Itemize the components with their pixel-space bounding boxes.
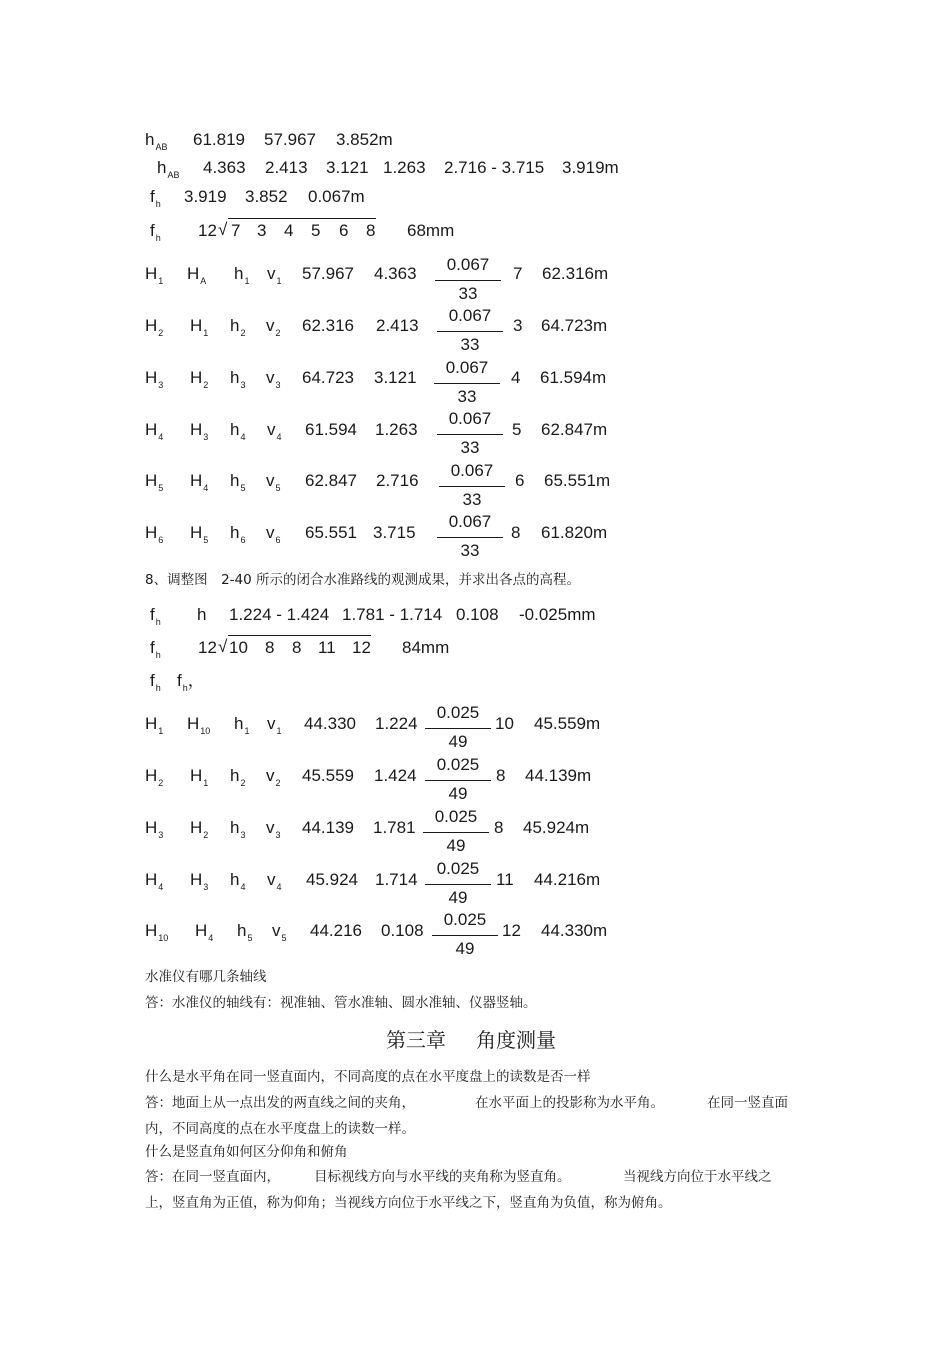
subscript: AB: [155, 142, 168, 152]
subscript: 3: [240, 380, 246, 390]
value: 62.847: [305, 471, 357, 490]
var: v: [266, 368, 275, 387]
value: -0.025mm: [519, 605, 596, 624]
value: 3.919m: [562, 158, 619, 177]
var: H: [145, 523, 158, 542]
question-vertical-angle: 什么是竖直角如何区分仰角和俯角: [145, 1144, 348, 1160]
var: h: [234, 264, 244, 283]
question-8: 8、调整图 2-40 所示的闭合水准路线的观测成果，并求出各点的高程。: [145, 572, 581, 588]
subscript: 1: [244, 726, 250, 736]
question-horizontal-angle: 什么是水平角在同一竖直面内，不同高度的点在水平度盘上的读数是否一样: [145, 1069, 591, 1085]
value: 62.316m: [542, 264, 609, 283]
var: h: [230, 766, 240, 785]
subscript: 4: [158, 882, 164, 892]
subscript: 2: [275, 778, 281, 788]
subscript: 1: [276, 726, 282, 736]
var: v: [266, 471, 275, 490]
subscript: h: [155, 683, 161, 693]
value: 62.316: [302, 316, 354, 335]
value: 61.594: [305, 420, 357, 439]
fraction: 0.067 33: [435, 306, 505, 358]
value: 2.716: [376, 471, 419, 490]
subscript: 5: [281, 933, 287, 943]
value: 61.819: [193, 130, 245, 149]
chapter-title: 角度测量: [476, 1028, 556, 1052]
var: H: [190, 471, 203, 490]
value: 65.551m: [544, 471, 611, 490]
subscript: 4: [276, 882, 282, 892]
radicand: 8: [292, 638, 302, 657]
subscript: 4: [203, 483, 209, 493]
var: f: [150, 671, 155, 690]
radicand: 8: [265, 638, 275, 657]
var: H: [187, 714, 200, 733]
var: v: [267, 714, 276, 733]
value: 65.551: [305, 523, 357, 542]
subscript: 3: [158, 380, 164, 390]
value: 4.363: [374, 264, 417, 283]
value: 10: [495, 714, 514, 733]
value: 1.263: [383, 158, 426, 177]
value: 3: [513, 316, 523, 335]
value: 45.924m: [523, 818, 590, 837]
var: H: [145, 368, 158, 387]
var: H: [190, 523, 203, 542]
subscript: 2: [275, 328, 281, 338]
var: h: [157, 158, 167, 177]
value: 3.715: [373, 523, 416, 542]
radicand: 8: [366, 221, 376, 240]
chapter-number: 第三章: [386, 1028, 446, 1052]
radicand: 3: [257, 221, 267, 240]
fraction: 0.067 33: [435, 409, 505, 461]
value: 64.723: [302, 368, 354, 387]
radicand: 4: [284, 221, 294, 240]
var: f: [150, 605, 155, 624]
var: v: [267, 870, 276, 889]
value: 7: [513, 264, 523, 283]
sqrt-icon: √: [218, 637, 228, 656]
value: 8: [511, 523, 521, 542]
question-axes: 水准仪有哪几条轴线: [145, 969, 267, 985]
value: 1.781 - 1.714: [342, 605, 443, 624]
subscript: 4: [240, 432, 246, 442]
subscript: 1: [158, 276, 164, 286]
var: v: [267, 264, 276, 283]
radicand: 12: [352, 638, 371, 657]
subscript: 1: [203, 328, 209, 338]
subscript: 5: [275, 483, 281, 493]
fraction: 0.025 49: [430, 910, 500, 962]
fraction: 0.067 33: [433, 255, 503, 307]
var: H: [195, 921, 208, 940]
value: 44.216: [310, 921, 362, 940]
value: 4: [511, 368, 521, 387]
value: 0.067m: [308, 187, 365, 206]
subscript: A: [200, 276, 207, 286]
subscript: 3: [275, 830, 281, 840]
value: 45.924: [306, 870, 358, 889]
subscript: h: [155, 650, 161, 660]
var: v: [272, 921, 281, 940]
radicand: 6: [339, 221, 349, 240]
var: v: [267, 420, 276, 439]
value: 61.594m: [540, 368, 607, 387]
coefficient: 12: [198, 638, 217, 657]
var: h: [230, 316, 240, 335]
subscript: 2: [203, 380, 209, 390]
var: h: [230, 523, 240, 542]
var: H: [145, 818, 158, 837]
fraction: 0.067 33: [435, 512, 505, 564]
fraction: 0.025 49: [423, 755, 493, 807]
var: h: [230, 870, 240, 889]
value: 1.424: [374, 766, 417, 785]
subscript: 5: [158, 483, 164, 493]
radicand: 11: [318, 638, 336, 657]
var: h: [145, 130, 155, 149]
subscript: 4: [240, 882, 246, 892]
subscript: 3: [240, 830, 246, 840]
subscript: 2: [158, 328, 164, 338]
value: 3.852: [245, 187, 288, 206]
var: H: [145, 420, 158, 439]
var: h: [234, 714, 244, 733]
subscript: h: [155, 199, 161, 209]
var: v: [266, 316, 275, 335]
value: 12: [502, 921, 521, 940]
answer-segment: 答：地面上从一点出发的两直线之间的夹角，: [145, 1095, 415, 1111]
subscript: h: [155, 617, 161, 627]
radicand: 7: [231, 221, 241, 240]
subscript: 10: [200, 726, 211, 736]
value: 61.820m: [541, 523, 608, 542]
subscript: 6: [158, 535, 164, 545]
radicand: 5: [311, 221, 321, 240]
value: 5: [512, 420, 522, 439]
subscript: 5: [240, 483, 246, 493]
subscript: 3: [158, 830, 164, 840]
value: 3.121: [374, 368, 417, 387]
var: f: [150, 187, 155, 206]
var: h: [230, 368, 240, 387]
answer-segment: 当视线方向位于水平线之: [623, 1169, 772, 1185]
value: 68mm: [407, 221, 455, 240]
value: 2.716 - 3.715: [444, 158, 545, 177]
subscript: h: [182, 683, 188, 693]
subscript: 4: [276, 432, 282, 442]
var: H: [145, 766, 158, 785]
value: 84mm: [402, 638, 450, 657]
value: 44.330m: [541, 921, 608, 940]
subscript: 2: [240, 328, 246, 338]
value: 1.263: [375, 420, 418, 439]
subscript: AB: [167, 170, 180, 180]
var: H: [190, 368, 203, 387]
value: 44.139: [302, 818, 354, 837]
value: 8: [494, 818, 504, 837]
value: 44.139m: [525, 766, 592, 785]
subscript: 3: [203, 882, 209, 892]
subscript: 3: [203, 432, 209, 442]
answer-axes: 答：水准仪的轴线有：视准轴、管水准轴、圆水准轴、仪器竖轴。: [145, 995, 537, 1011]
subscript: 3: [275, 380, 281, 390]
value: 64.723m: [541, 316, 608, 335]
radical-overline: [228, 635, 371, 636]
subscript: 1: [244, 276, 250, 286]
var: v: [266, 766, 275, 785]
value: 8: [496, 766, 506, 785]
value: 11: [496, 870, 514, 889]
answer-vertical-angle-line2: 上，竖直角为正值，称为仰角；当视线方向位于水平线之下，竖直角为负值，称为俯角。: [145, 1195, 672, 1211]
var: H: [187, 264, 200, 283]
value: 3.852m: [336, 130, 393, 149]
fraction: 0.067 33: [437, 461, 507, 513]
subscript: 5: [247, 933, 253, 943]
value: 44.330: [304, 714, 356, 733]
value: 0.108: [381, 921, 424, 940]
var: f: [150, 638, 155, 657]
comma: ，: [187, 671, 205, 690]
var: H: [190, 870, 203, 889]
var: H: [145, 870, 158, 889]
fraction: 0.025 49: [423, 859, 493, 911]
value: 4.363: [203, 158, 246, 177]
subscript: 5: [203, 535, 209, 545]
var: H: [145, 921, 158, 940]
var: h: [237, 921, 247, 940]
subscript: 1: [158, 726, 164, 736]
answer-segment: 答：在同一竖直面内，: [145, 1169, 280, 1185]
var: H: [190, 316, 203, 335]
subscript: 1: [276, 276, 282, 286]
value: 44.216m: [534, 870, 601, 889]
var: H: [190, 420, 203, 439]
subscript: 6: [275, 535, 281, 545]
var: f: [177, 671, 182, 690]
value: 1.781: [373, 818, 416, 837]
answer-horizontal-angle-line2: 内，不同高度的点在水平度盘上的读数一样。: [145, 1121, 415, 1137]
var: h: [197, 605, 207, 624]
value: 6: [515, 471, 525, 490]
var: H: [145, 471, 158, 490]
value: 57.967: [264, 130, 316, 149]
var: h: [230, 420, 240, 439]
value: 3.919: [184, 187, 227, 206]
subscript: 2: [158, 778, 164, 788]
answer-segment: 目标视线方向与水平线的夹角称为竖直角。: [314, 1169, 571, 1185]
value: 0.108: [456, 605, 499, 624]
value: 2.413: [265, 158, 308, 177]
var: H: [145, 264, 158, 283]
radicand: 10: [229, 638, 248, 657]
subscript: 4: [158, 432, 164, 442]
subscript: 4: [208, 933, 214, 943]
var: h: [230, 471, 240, 490]
fraction: 0.025 49: [421, 807, 491, 859]
value: 57.967: [302, 264, 354, 283]
var: v: [266, 523, 275, 542]
value: 45.559: [302, 766, 354, 785]
value: 1.714: [375, 870, 418, 889]
value: 2.413: [376, 316, 419, 335]
coefficient: 12: [198, 221, 217, 240]
subscript: 6: [240, 535, 246, 545]
value: 1.224: [375, 714, 418, 733]
var: H: [190, 818, 203, 837]
var: f: [150, 221, 155, 240]
value: 1.224 - 1.424: [229, 605, 330, 624]
radical-overline: [228, 218, 376, 219]
var: H: [145, 714, 158, 733]
subscript: 2: [203, 830, 209, 840]
var: H: [145, 316, 158, 335]
sqrt-icon: √: [218, 220, 228, 239]
fraction: 0.025 49: [423, 703, 493, 755]
answer-segment: 在水平面上的投影称为水平角。: [475, 1095, 664, 1111]
value: 62.847m: [541, 420, 608, 439]
chapter-heading: [386, 1028, 556, 1052]
var: H: [190, 766, 203, 785]
subscript: 10: [158, 933, 169, 943]
subscript: h: [155, 233, 161, 243]
value: 45.559m: [534, 714, 601, 733]
subscript: 2: [240, 778, 246, 788]
value: 3.121: [326, 158, 369, 177]
var: v: [266, 818, 275, 837]
var: h: [230, 818, 240, 837]
answer-segment: 在同一竖直面: [707, 1095, 788, 1111]
fraction: 0.067 33: [432, 358, 502, 410]
subscript: 1: [203, 778, 209, 788]
